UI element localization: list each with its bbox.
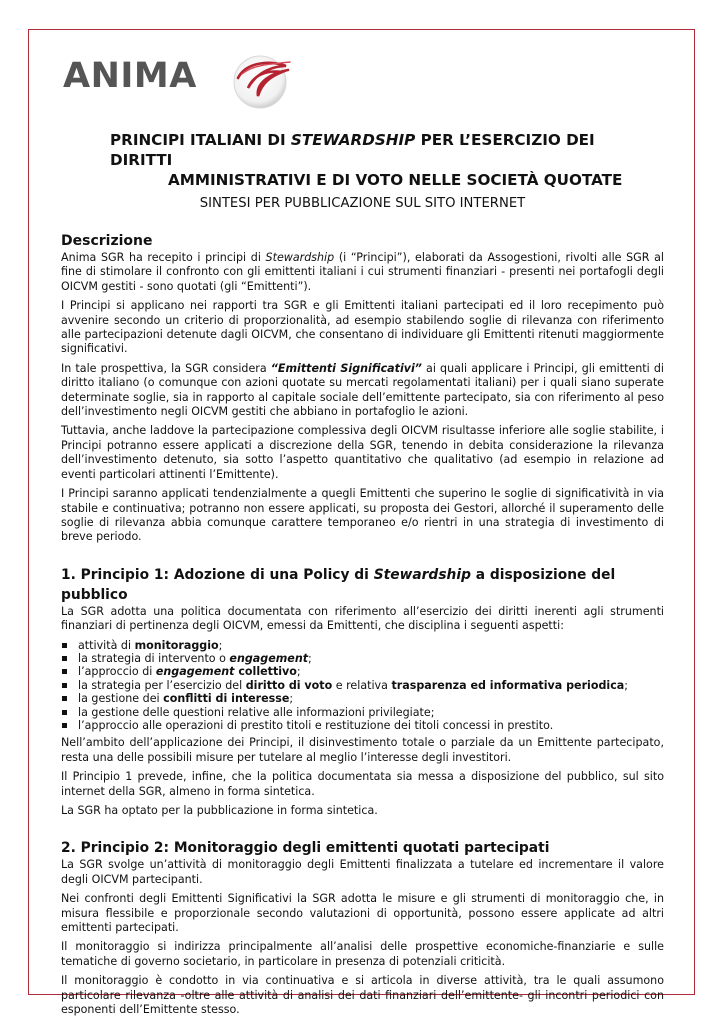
bullet-icon bbox=[62, 643, 67, 648]
bullet-icon bbox=[62, 656, 67, 661]
bullet-icon bbox=[62, 696, 67, 701]
bullet-icon bbox=[62, 723, 67, 728]
text: ; bbox=[289, 692, 294, 706]
paragraph: Nei confronti degli Emittenti Significativi la SGR adotta le misure e gli strumenti di monitoraggio che, in misura flessibile e proporzionale secondo valutazioni di opportunità, possono essere applicate ad altri emittenti partecipati. bbox=[61, 892, 664, 935]
paragraph bbox=[61, 251, 664, 294]
text: la gestione dei bbox=[78, 692, 164, 706]
title-pre: PRINCIPI ITALIANI DI bbox=[110, 131, 291, 149]
text: l’approccio alle operazioni di prestito titoli e restituzione dei titoli concessi in prestito. bbox=[78, 718, 554, 732]
list-item bbox=[61, 692, 664, 705]
list-item bbox=[61, 639, 664, 652]
section-principio-2 bbox=[61, 838, 664, 1017]
bullet-icon bbox=[62, 710, 67, 715]
paragraph: I Principi saranno applicati tendenzialmente a quegli Emittenti che superino le soglie di significatività in via stabile e continuativa; potranno non essere applicati, su proposta dei Gestori, allorché il superamento delle soglie di rilevanza abbia comunque carattere temporaneo e/o rientri in una strategia di investimento di breve periodo. bbox=[61, 487, 664, 544]
document-subtitle: SINTESI PER PUBBLICAZIONE SUL SITO INTERNET bbox=[199, 196, 526, 211]
text: Anima SGR ha recepito i principi di bbox=[61, 251, 266, 264]
text: ; bbox=[218, 638, 223, 652]
text-bold: monitoraggio bbox=[134, 638, 219, 652]
list-item bbox=[61, 719, 664, 732]
text: e relativa bbox=[332, 678, 392, 692]
paragraph: Il Principio 1 prevede, infine, che la politica documentata sia messa a disposizione del pubblico, sul sito internet della SGR, almeno in forma sintetica. bbox=[61, 770, 664, 798]
logo-text: ANIMA bbox=[63, 56, 197, 96]
text: attività di bbox=[78, 638, 135, 652]
text: la strategia di intervento o bbox=[78, 651, 230, 665]
paragraph: La SGR svolge un’attività di monitoraggio degli Emittenti finalizzata a tutelare ed incrementare il valore degli OICVM partecipanti. bbox=[61, 858, 664, 886]
logo-mark-icon bbox=[228, 52, 300, 112]
text-italic: Stewardship bbox=[265, 251, 335, 264]
heading-principio-2: 2. Principio 2: Monitoraggio degli emittenti quotati partecipati bbox=[61, 840, 550, 857]
title-line2: AMMINISTRATIVI E DI VOTO NELLE SOCIETÀ QUOTATE bbox=[168, 171, 623, 189]
text: ; bbox=[296, 665, 301, 679]
text: ; bbox=[624, 678, 629, 692]
text: la gestione delle questioni relative alle informazioni privilegiate; bbox=[78, 705, 435, 719]
text: 1. Principio 1: Adozione di una Policy di bbox=[61, 566, 374, 583]
paragraph: La SGR adotta una politica documentata con riferimento all’esercizio dei diritti inerenti agli strumenti finanziari di pertinenza degli OICVM, emessi da Emittenti, che disciplina i seguenti aspetti: bbox=[61, 604, 664, 633]
text-italic: Stewardship bbox=[373, 566, 471, 583]
paragraph: I Principi si applicano nei rapporti tra SGR e gli Emittenti italiani partecipati ed il loro recepimento può avvenire secondo un criterio di proporzionalità, ad esempio stabilendo soglie di rilevanza con riferimento alle partecipazioni detenute dagli OICVM, che consentano di individuare gli Emittenti ritenuti maggiormente significativi. bbox=[61, 299, 664, 356]
text: a disposizione del pubblico bbox=[61, 566, 616, 603]
text: ai quali applicare i Principi, gli emittenti di diritto italiano (o comunque con azioni quotate su mercati regolamentati italiani) per i quali siano superate determinate soglie, sia in rapporto al capitale sociale dell’emittente partecipato, sia con riferimento al peso dell’investimento negli OICVM gestiti che abbiano in portafoglio le azioni. bbox=[61, 361, 664, 419]
text: la strategia per l’esercizio del bbox=[78, 678, 246, 692]
paragraph bbox=[61, 362, 664, 420]
document-title bbox=[110, 130, 630, 190]
bullet-icon bbox=[62, 669, 67, 674]
text: In tale prospettiva, la SGR considera bbox=[61, 361, 271, 375]
heading-principio-1 bbox=[61, 565, 664, 605]
text-bold: collettivo bbox=[234, 665, 297, 679]
paragraph: Tuttavia, anche laddove la partecipazione complessiva degli OICVM risultasse inferiore alle soglie stabilite, i Principi potranno essere applicati a discrezione della SGR, tenendo in debita considerazione la rilevanza dell’investimento detenuto, sia sotto l’aspetto quantitativo che qualitativo (ad esempio in relazione ad eventi particolari attinenti l’Emittente). bbox=[61, 424, 664, 481]
list-item bbox=[61, 652, 664, 665]
text-bold-italic: “Emittenti Significativi” bbox=[270, 361, 422, 375]
text: ; bbox=[308, 651, 312, 665]
anima-logo bbox=[63, 52, 303, 110]
title-post: PER L’ESERCIZIO DEI DIRITTI bbox=[110, 131, 595, 169]
section-principio-1 bbox=[61, 565, 664, 819]
paragraph: Il monitoraggio si indirizza principalmente all’analisi delle prospettive economiche-finanziarie e sulle tematiche di governo societario, in particolare in presenza di potenziali criticità. bbox=[61, 940, 664, 968]
text: (i “Principi”), elaborati da Assogestioni, rivolti alle SGR al fine di stimolare il confronto con gli emittenti italiani i cui strumenti finanziari - presenti nei portafogli degli OICVM gestiti - sono quotati (gli “Emittenti”). bbox=[61, 251, 664, 293]
list-item bbox=[61, 706, 664, 719]
document-body bbox=[61, 231, 664, 1022]
bullet-icon bbox=[62, 683, 67, 688]
text-bold-italic: engagement bbox=[155, 665, 235, 679]
list-item bbox=[61, 665, 664, 678]
heading-descrizione: Descrizione bbox=[61, 233, 153, 249]
title-em: STEWARDSHIP bbox=[290, 131, 416, 149]
title-line1 bbox=[110, 131, 595, 169]
text-bold: trasparenza ed informativa periodica bbox=[391, 678, 625, 692]
text-bold: diritto di voto bbox=[245, 678, 333, 692]
paragraph: Il monitoraggio è condotto in via continuativa e si articola in diverse attività, tra le quali assumono particolare rilevanza -oltre alle attività di analisi dei dati finanziari dell’emittente- gli incontri periodici con esponenti dell’Emittente stesso. bbox=[61, 974, 664, 1017]
paragraph: La SGR ha optato per la pubblicazione in forma sintetica. bbox=[61, 804, 378, 817]
bullet-list bbox=[61, 639, 664, 733]
text-bold: conflitti di interesse bbox=[163, 692, 290, 706]
text-bold-italic: engagement bbox=[229, 651, 309, 665]
text: l’approccio di bbox=[78, 665, 156, 679]
paragraph: Nell’ambito dell’applicazione dei Principi, il disinvestimento totale o parziale da un Emittente partecipato, resta una delle possibili misure per tutelare al meglio l’interesse degli investitori. bbox=[61, 736, 664, 764]
list-item bbox=[61, 679, 664, 692]
